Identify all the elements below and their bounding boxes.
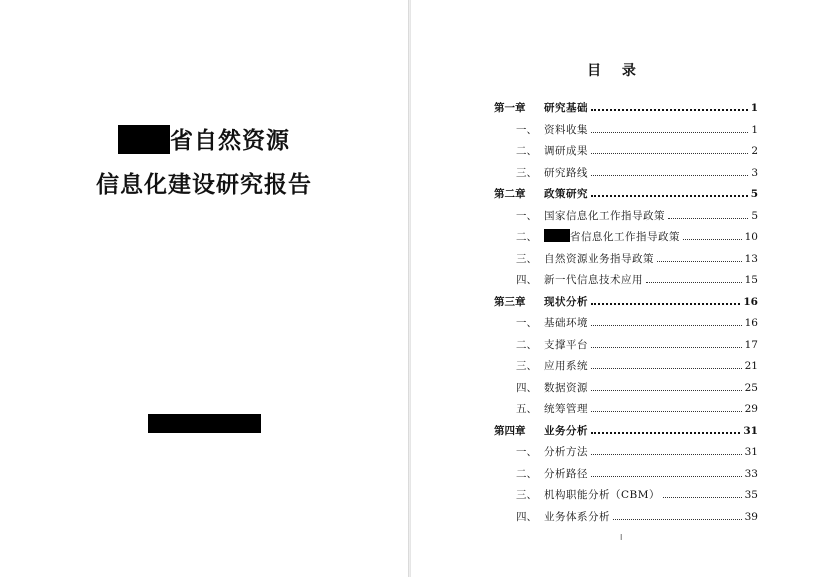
- toc-dot-leader: [663, 496, 742, 498]
- toc-entry-title-text: 调研成果: [544, 145, 588, 157]
- toc-dot-leader: [591, 389, 742, 391]
- toc-chapter-row[interactable]: [494, 186, 758, 200]
- toc-entry-number: 三、: [516, 252, 537, 265]
- toc-entry-number: 第四章: [494, 424, 526, 437]
- toc-entry-title: [544, 253, 654, 265]
- toc-chapter-row[interactable]: [494, 423, 758, 437]
- toc-entry-title: [544, 102, 588, 114]
- toc-entry-number: 第一章: [494, 102, 526, 114]
- toc-section-row[interactable]: [494, 208, 758, 222]
- toc-entry-number: 二、: [516, 231, 537, 243]
- cover-title-line1-text: 省自然资源: [170, 128, 290, 154]
- toc-page-number: 10: [744, 231, 758, 243]
- toc-page-number: 35: [744, 489, 758, 501]
- toc-page-number: 31: [743, 424, 758, 437]
- toc-dot-leader: [591, 410, 742, 412]
- toc-entry-title: [544, 511, 610, 523]
- toc-entry-number: 一、: [516, 123, 537, 136]
- toc-page-number: 2: [751, 145, 758, 157]
- toc-entry-title: [544, 167, 588, 179]
- toc-chapter-row[interactable]: [494, 100, 758, 114]
- toc-page-number: 16: [743, 295, 758, 308]
- toc-entry-number: 四、: [516, 510, 537, 523]
- cover-title-line1: [0, 122, 408, 155]
- toc-page-number: 25: [744, 381, 758, 394]
- toc-dot-leader: [591, 131, 748, 133]
- toc-page-number: 3: [751, 166, 758, 179]
- toc-entry-title-text: 研究路线: [544, 166, 588, 179]
- redaction-box: [148, 414, 261, 433]
- toc-entry-title-text: 省信息化工作指导政策: [570, 231, 680, 243]
- toc-entry-title: [544, 489, 660, 501]
- toc-dot-leader: [657, 260, 742, 262]
- toc-entry-title-text: 分析方法: [544, 446, 588, 458]
- toc-dot-leader: [591, 346, 742, 348]
- toc-section-row[interactable]: [494, 122, 758, 136]
- toc-entry-number: 一、: [516, 317, 537, 329]
- toc-heading: 目 录: [587, 63, 644, 79]
- toc-entry-title: [544, 468, 588, 480]
- toc-section-row[interactable]: [494, 315, 758, 329]
- toc-section-row[interactable]: [494, 509, 758, 523]
- toc-entry-title: [544, 188, 588, 200]
- toc-entry-title-text: 业务分析: [544, 424, 588, 437]
- toc-entry-number: 一、: [516, 446, 537, 458]
- toc-page-number: 5: [750, 188, 758, 200]
- toc-entry-title: [544, 210, 665, 222]
- toc-dot-leader: [591, 108, 748, 111]
- toc-entry-title-text: 基础环境: [544, 317, 588, 329]
- toc-entry-title: [544, 425, 588, 437]
- toc-entry-title: [544, 229, 680, 243]
- toc-entry-title-text: 机构职能分析（CBM）: [544, 489, 661, 501]
- toc-entry-title-text: 应用系统: [544, 360, 588, 372]
- toc-section-row[interactable]: [494, 251, 758, 265]
- toc-section-row[interactable]: [494, 487, 758, 501]
- toc-dot-leader: [591, 431, 740, 434]
- toc-entry-title-text: 现状分析: [544, 295, 588, 308]
- toc-entry-title-text: 支撑平台: [544, 338, 588, 351]
- toc-entry-title: [544, 339, 588, 351]
- toc-page-number: 1: [750, 102, 758, 114]
- toc-dot-leader: [591, 174, 748, 176]
- toc-entry-title: [544, 360, 588, 372]
- toc-entry-number: 四、: [516, 274, 537, 286]
- toc-dot-leader: [646, 281, 742, 283]
- toc-entry-title-text: 业务体系分析: [544, 510, 610, 523]
- toc-page-number: 29: [744, 403, 758, 415]
- toc-dot-leader: [613, 518, 742, 520]
- toc-entry-number: 二、: [516, 145, 537, 157]
- toc-page-number: 16: [744, 317, 758, 329]
- toc-entry-number: 三、: [516, 360, 537, 372]
- toc-section-row[interactable]: [494, 401, 758, 415]
- toc-entry-title-text: 新一代信息技术应用: [544, 274, 643, 286]
- cover-page: [0, 0, 408, 577]
- toc-dot-leader: [668, 217, 748, 219]
- toc-page-number: 5: [751, 209, 758, 222]
- redaction-box: [544, 229, 570, 242]
- toc-section-row[interactable]: [494, 380, 758, 394]
- toc-entry-title: [544, 124, 588, 136]
- redaction-box: [118, 125, 170, 154]
- toc-dot-leader: [591, 152, 748, 154]
- toc-dot-leader: [591, 475, 742, 477]
- toc-section-row[interactable]: [494, 272, 758, 286]
- toc-entry-number: 二、: [516, 338, 537, 351]
- toc-page-number: 15: [744, 274, 758, 286]
- toc-entry-title: [544, 446, 588, 458]
- toc-dot-leader: [683, 238, 742, 240]
- toc-entry-title-text: 政策研究: [544, 188, 588, 200]
- toc-entry-title: [544, 317, 588, 329]
- toc-section-row[interactable]: [494, 229, 758, 243]
- toc-entry-title-text: 自然资源业务指导政策: [544, 252, 654, 265]
- toc-entry-title: [544, 145, 588, 157]
- toc-dot-leader: [591, 194, 748, 197]
- toc-entry-number: 三、: [516, 166, 537, 179]
- toc-dot-leader: [591, 453, 742, 455]
- toc-entry-title-text: 研究基础: [544, 102, 588, 114]
- toc-page-number: 13: [744, 252, 758, 265]
- toc-dot-leader: [591, 324, 742, 326]
- toc-entry-title: [544, 382, 588, 394]
- toc-page-number: 17: [744, 338, 758, 351]
- toc-entry-number: 二、: [516, 467, 537, 480]
- toc-dot-leader: [591, 367, 742, 369]
- toc-entry-number: 一、: [516, 209, 537, 222]
- toc-chapter-row[interactable]: [494, 294, 758, 308]
- page-number: I: [620, 533, 623, 542]
- toc-entry-number: 第三章: [494, 295, 526, 308]
- toc-section-row[interactable]: [494, 143, 758, 157]
- cover-title-line2: 信息化建设研究报告: [96, 172, 312, 198]
- toc-entry-title-text: 分析路径: [544, 467, 588, 480]
- toc-entry-title-text: 数据资源: [544, 381, 588, 394]
- toc-section-row[interactable]: [494, 358, 758, 372]
- toc-entry-number: 四、: [516, 381, 537, 394]
- toc-entry-title: [544, 296, 588, 308]
- toc-entry-number: 五、: [516, 403, 537, 415]
- toc-entry-number: 第二章: [494, 188, 526, 200]
- toc-entry-title-text: 统筹管理: [544, 403, 588, 415]
- toc-page-number: 39: [744, 510, 758, 523]
- toc-entry-title-text: 资料收集: [544, 123, 588, 136]
- toc-page-number: 21: [744, 360, 758, 372]
- toc-entry-title: [544, 274, 643, 286]
- toc-section-row[interactable]: [494, 337, 758, 351]
- toc-dot-leader: [591, 302, 740, 305]
- toc-entry-title-text: 国家信息化工作指导政策: [544, 209, 665, 222]
- toc-section-row[interactable]: [494, 444, 758, 458]
- toc-page-number: 1: [751, 123, 758, 136]
- toc-entry-number: 三、: [516, 489, 537, 501]
- toc-page-number: 33: [744, 467, 758, 480]
- toc-section-row[interactable]: [494, 165, 758, 179]
- toc-page-number: 31: [744, 446, 758, 458]
- toc-section-row[interactable]: [494, 466, 758, 480]
- toc-entry-title: [544, 403, 588, 415]
